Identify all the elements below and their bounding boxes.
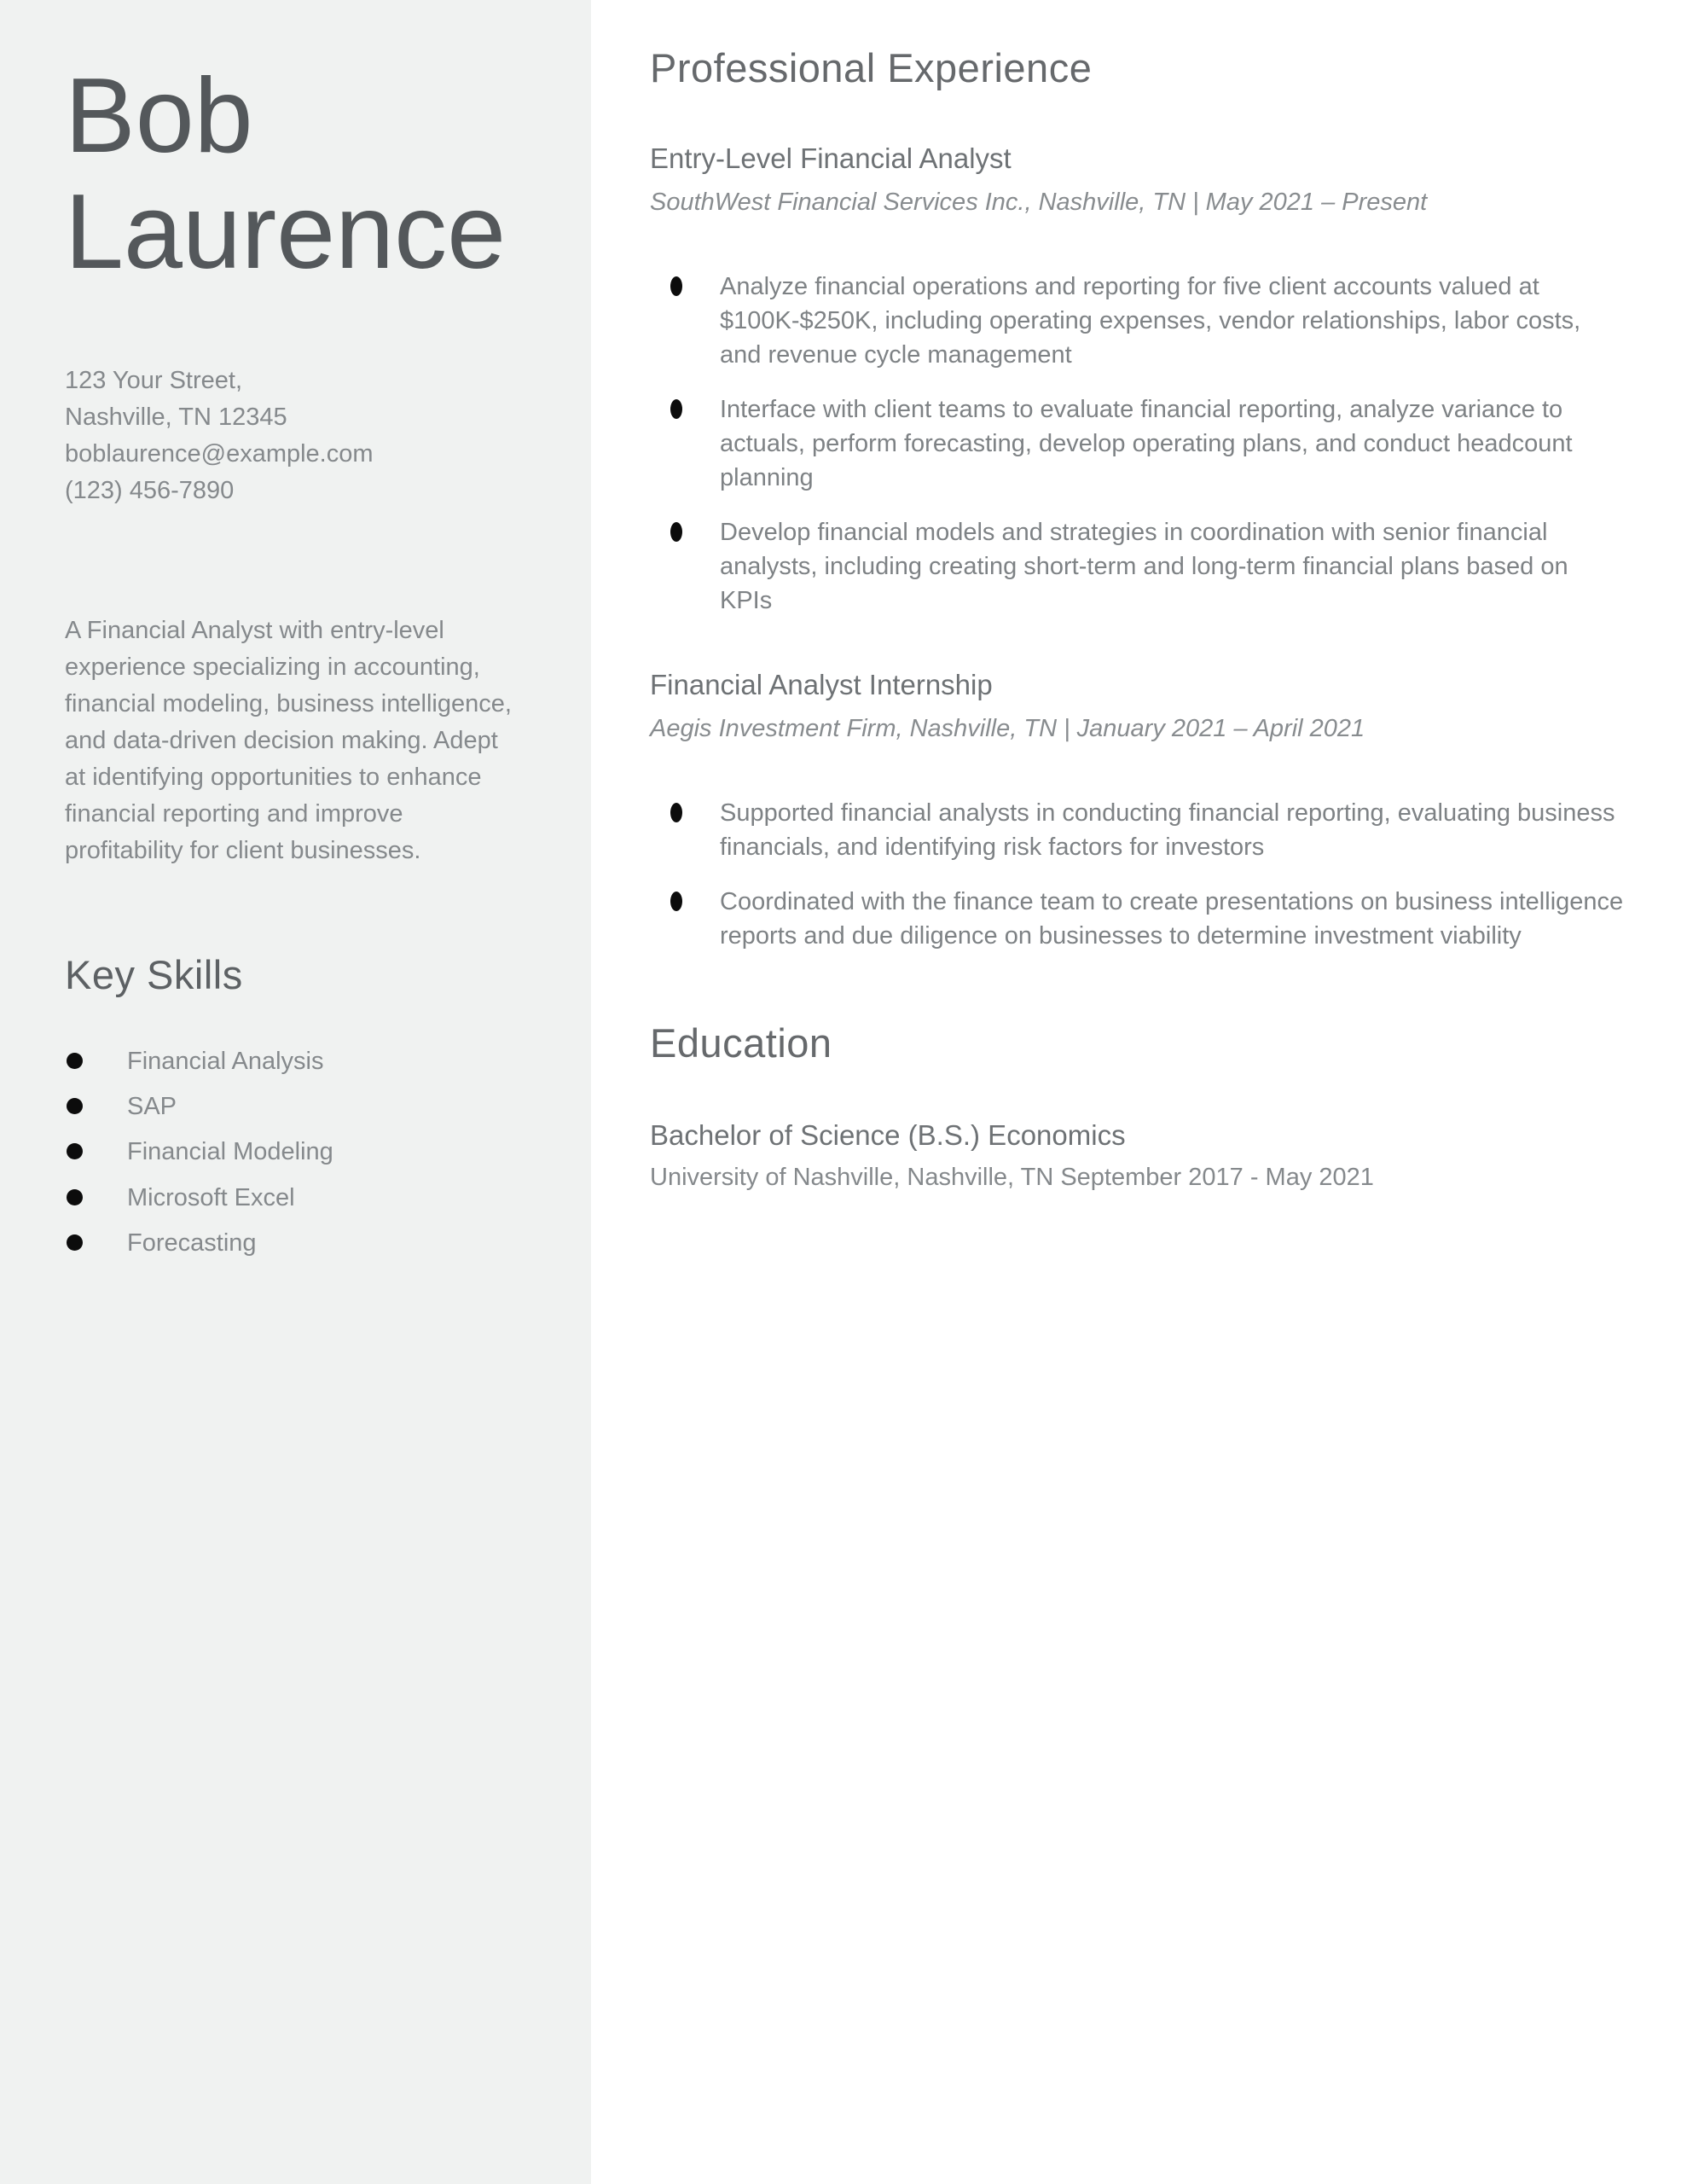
- skill-item: [65, 1136, 531, 1167]
- skill-label: Microsoft Excel: [127, 1183, 295, 1211]
- bullet-icon: [670, 522, 682, 542]
- skill-item: [65, 1091, 531, 1122]
- job-bullet: [650, 885, 1625, 953]
- job-bullet-list: [650, 270, 1625, 618]
- education-heading: Education: [650, 1020, 832, 1066]
- skill-label: Financial Analysis: [127, 1047, 324, 1075]
- contact-phone: (123) 456-7890: [65, 476, 235, 504]
- job-bullet: [650, 515, 1625, 618]
- bullet-icon: [67, 1234, 83, 1251]
- job-meta: Aegis Investment Firm, Nashville, TN | January 2021 – April 2021: [650, 715, 1365, 743]
- job-title: Entry-Level Financial Analyst: [650, 142, 1012, 174]
- job-bullet: [650, 392, 1625, 495]
- bullet-icon: [670, 892, 682, 911]
- job-entry: [650, 142, 1625, 618]
- education-entry: [650, 1119, 1625, 1192]
- job-meta: SouthWest Financial Services Inc., Nashville, TN | May 2021 – Present: [650, 189, 1428, 216]
- bullet-icon: [670, 803, 682, 822]
- skill-label: Forecasting: [127, 1228, 257, 1257]
- sidebar: [0, 0, 591, 2184]
- job-bullet: [650, 796, 1625, 864]
- bullet-icon: [67, 1098, 83, 1114]
- experience-heading: Professional Experience: [650, 45, 1093, 90]
- education-school-line: University of Nashville, Nashville, TN September 2017 - May 2021: [650, 1164, 1374, 1192]
- job-bullet-list: [650, 796, 1625, 953]
- professional-summary: A Financial Analyst with entry-level experience specializing in accounting, financial modeling, business intelligence, and data-driven decision making. Adept at identifying opportunities to enhance financial reporting and improve profitability for client businesses.: [65, 617, 512, 864]
- main-column: [591, 0, 1687, 2184]
- job-bullet-text: Supported financial analysts in conducting financial reporting, evaluating business financials, and identifying risk factors for investors: [720, 799, 1615, 862]
- skill-item: [65, 1228, 531, 1258]
- bullet-icon: [670, 399, 682, 419]
- education-degree: Bachelor of Science (B.S.) Economics: [650, 1119, 1126, 1152]
- candidate-last-name: Laurence: [65, 173, 507, 292]
- skill-item: [65, 1046, 531, 1077]
- job-title: Financial Analyst Internship: [650, 669, 993, 701]
- job-entry: [650, 669, 1625, 953]
- job-bullet-text: Develop financial models and strategies in coordination with senior financial analysts, including creating short-term and long-term financial plans based on KPIs: [720, 519, 1568, 615]
- contact-address-line1: 123 Your Street,: [65, 366, 242, 394]
- skill-label: SAP: [127, 1093, 177, 1120]
- contact-email: boblaurence@example.com: [65, 439, 374, 468]
- skill-item: [65, 1182, 531, 1213]
- contact-address-line2: Nashville, TN 12345: [65, 403, 287, 431]
- bullet-icon: [67, 1053, 83, 1069]
- skills-list: [65, 1046, 531, 1258]
- job-bullet-text: Interface with client teams to evaluate financial reporting, analyze variance to actuals, perform forecasting, develop operating plans, and conduct headcount planning: [720, 396, 1573, 492]
- job-bullet-text: Coordinated with the finance team to create presentations on business intelligence reports and due diligence on businesses to determine investment viability: [720, 888, 1624, 950]
- bullet-icon: [67, 1143, 83, 1159]
- job-bullet-text: Analyze financial operations and reporting for five client accounts valued at $100K-$250K, including operating expenses, vendor relationships, labor costs, and revenue cycle management: [720, 273, 1581, 369]
- job-bullet: [650, 270, 1625, 372]
- key-skills-heading: Key Skills: [65, 951, 243, 997]
- skill-label: Financial Modeling: [127, 1138, 333, 1166]
- candidate-name: [65, 58, 531, 291]
- candidate-first-name: Bob: [65, 57, 253, 175]
- bullet-icon: [67, 1189, 83, 1205]
- contact-block: [65, 363, 531, 509]
- bullet-icon: [670, 276, 682, 296]
